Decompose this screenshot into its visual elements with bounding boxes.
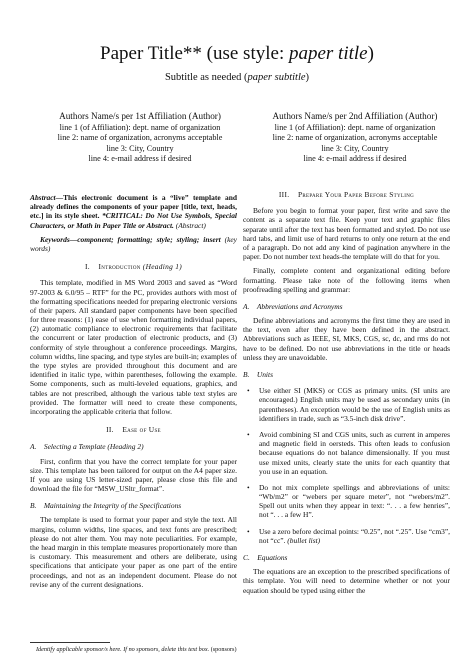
affiliation-line: line 1 (of Affiliation): dept. name of organization [274,122,436,132]
keywords-tag: (key words) [30,234,237,253]
affiliation-line: line 4: e-mail address if desired [303,154,407,164]
subheading-label: B. [30,501,37,511]
paper-title [0,43,474,65]
abstract-label: Abstract [30,193,56,202]
affiliation-line: line 2: name of organization, acronyms acceptable [272,133,438,143]
section-heading-3 [243,190,450,199]
keywords-body: —component; formatting; style; styling; insert [69,234,221,244]
list-item [243,483,450,520]
affiliation-line: line 3: City, Country [106,143,174,153]
bullet-text: Avoid combining SI and CGS units, such as current in amperes and magnetic field in oersteds. This often leads to confusion because equations do not balance dimensionally. If you must use mixed units, clearly state the units for each quantity that you use in an equation. [259,429,450,476]
prepare-paragraph-1: Before you begin to format your paper, first write and save the content as a separate text file. Keep your text and graphic files separate until after the text has been formatted and styled. Do not use hard tabs, and limit use of hard returns to only one return at the end of a paragraph. Do not add any kind of pagination anywhere in the paper. Do not number text heads-the template will do that for you. [243,206,450,262]
abstract-critical: *CRITICAL: Do Not Use Symbols, Special Characters, or Math in Paper Title or Abstract. [30,211,237,230]
bullet-text: Do not mix complete spellings and abbreviations of units: “Wb/m2” or “webers per square meter”, not “webers/m2”. Spell out units when they appear in text: “. . . a few henries”, not “. . . a few H”. [259,482,450,520]
integrity-paragraph: The template is used to format your paper and style the text. All margins, column widths, line spaces, and text fonts are prescribed; please do not alter them. You may note peculiarities. For example, the head margin in this template measures proportionately more than is customary. This measurement and others are deliberate, using specifications that anticipate your paper as one part of the entire proceedings, and not as an independent document. Please do not revise any of the current designations. [30,515,237,589]
bullet-icon: • [247,429,250,439]
author-name: Authors Name/s per 2nd Affiliation (Author) [272,111,438,121]
template-paragraph: First, confirm that you have the correct template for your paper size. This template has been tailored for output on the A4 paper size. If you are using US letter-sized paper, please close this file and download the file for “MSW_USltr_format”. [30,456,237,494]
subheading-label: C. [243,553,250,562]
bullet-icon: • [247,386,250,396]
bullet-icon: • [247,482,250,492]
section-number: III. [278,190,290,199]
subheading-3a [243,302,450,311]
list-item [243,386,450,423]
paper-title-main: Paper Title** (use style: [100,43,289,64]
paper-title-close: ) [367,43,374,64]
bullet-text: Use either SI (MKS) or CGS as primary units. (SI units are encouraged.) English units may be used as secondary units (in parentheses). An exception would be the use of English units as identifiers in trade, such as “3.5-inch disk drive”. [259,386,450,423]
paper-subtitle-italic: paper subtitle [247,72,306,83]
subheading-title: Maintaining the Integrity of the Specifications [43,501,182,511]
section-title: Ease of Use [122,425,161,435]
subheading-3b [243,370,450,379]
subheading-title: Abbreviations and Acronyms [256,301,343,311]
section-number: I. [84,262,90,272]
section-heading-2 [30,425,237,434]
subheading-label: A. [243,301,250,311]
subheading-label: B. [243,370,250,379]
list-item [243,527,450,545]
abstract-tag: (Abstract) [173,220,206,230]
affiliation-line: line 1 (of Affiliation): dept. name of organization [59,122,221,132]
equations-paragraph: The equations are an exception to the prescribed specifications of this template. You will need to determine whether or not your equation should be typed using either the [243,567,450,595]
subheading-2a [30,442,237,451]
abstract-body: —This electronic document is a “live” template and already defines the components of your paper [title, text, heads, etc.] in its style sheet. [30,193,237,221]
abbreviations-paragraph: Define abbreviations and acronyms the first time they are used in the text, even after they have been defined in the abstract. Abbreviations such as IEEE, SI, MKS, CGS, sc, dc, and rms do not have to be defined. Do not use abbreviations in the title or heads unless they are unavoidable. [243,316,450,362]
keywords [30,235,237,253]
footnote-tag: (sponsors) [210,646,237,653]
right-column [243,190,450,595]
bullet-text: Use a zero before decimal points: “0.25”, not “.25”. Use “cm3”, not “cc”. [259,526,450,545]
section-title: Prepare Your Paper Before Styling [297,190,415,199]
author-block-2 [255,110,455,165]
paper-subtitle-main: Subtitle as needed ( [164,72,248,83]
subheading-title: Equations [257,553,288,562]
subheading-title: Selecting a Template (Heading 2) [43,442,144,452]
section-tag: (Heading 1) [140,262,183,272]
subheading-3c [243,553,450,562]
sponsor-footnote [36,646,237,654]
section-number: II. [106,425,114,435]
affiliation-line: line 4: e-mail address if desired [88,154,192,164]
author-block-1 [40,110,240,165]
subheading-2b [30,501,237,510]
bullet-icon: • [247,526,250,536]
affiliation-line: line 2: name of organization, acronyms acceptable [57,133,223,143]
prepare-paragraph-2: Finally, complete content and organizational editing before formatting. Please take note of the following items when proofreading spelling and grammar: [243,266,450,294]
section-heading-1 [30,262,237,271]
section-title: Introduction [98,262,141,272]
footnote-text: Identify applicable sponsor/s here. If no sponsors, delete this text box. [36,646,211,653]
paper-subtitle-close: ) [305,72,310,83]
subheading-title: Units [256,370,273,379]
subheading-label: A. [30,442,37,452]
footnote-rule [30,642,110,643]
abstract [30,193,237,230]
list-item [243,430,450,476]
intro-paragraph: This template, modified in MS Word 2003 and saved as “Word 97-2003 & 6.0/95 – RTF” for the PC, provides authors with most of the formatting specifications needed for preparing electronic versions of their papers. All standard paper components have been specified for three reasons: (1) ease of use when formatting individual papers, (2) automatic compliance to electronic requirements that facilitate the concurrent or later production of electronic products, and (3) conformity of style throughout a conference proceedings. Margins, column widths, line spacing, and type styles are built-in; examples of the type styles are provided throughout this document and are identified in italic type, within parentheses, following the example. Some components, such as multi-leveled equations, graphics, and tables are not prescribed, although the various table text styles are provided. The formatter will need to create these components, incorporating the applicable criteria that follow. [30,278,237,416]
author-name: Authors Name/s per 1st Affiliation (Author) [59,111,221,121]
paper-title-italic: paper title [288,43,368,64]
left-column [30,193,237,589]
bullet-list-tag: (bullet list) [287,535,321,545]
affiliation-line: line 3: City, Country [321,143,389,153]
paper-subtitle [0,71,474,84]
keywords-label: Keywords [40,234,70,244]
